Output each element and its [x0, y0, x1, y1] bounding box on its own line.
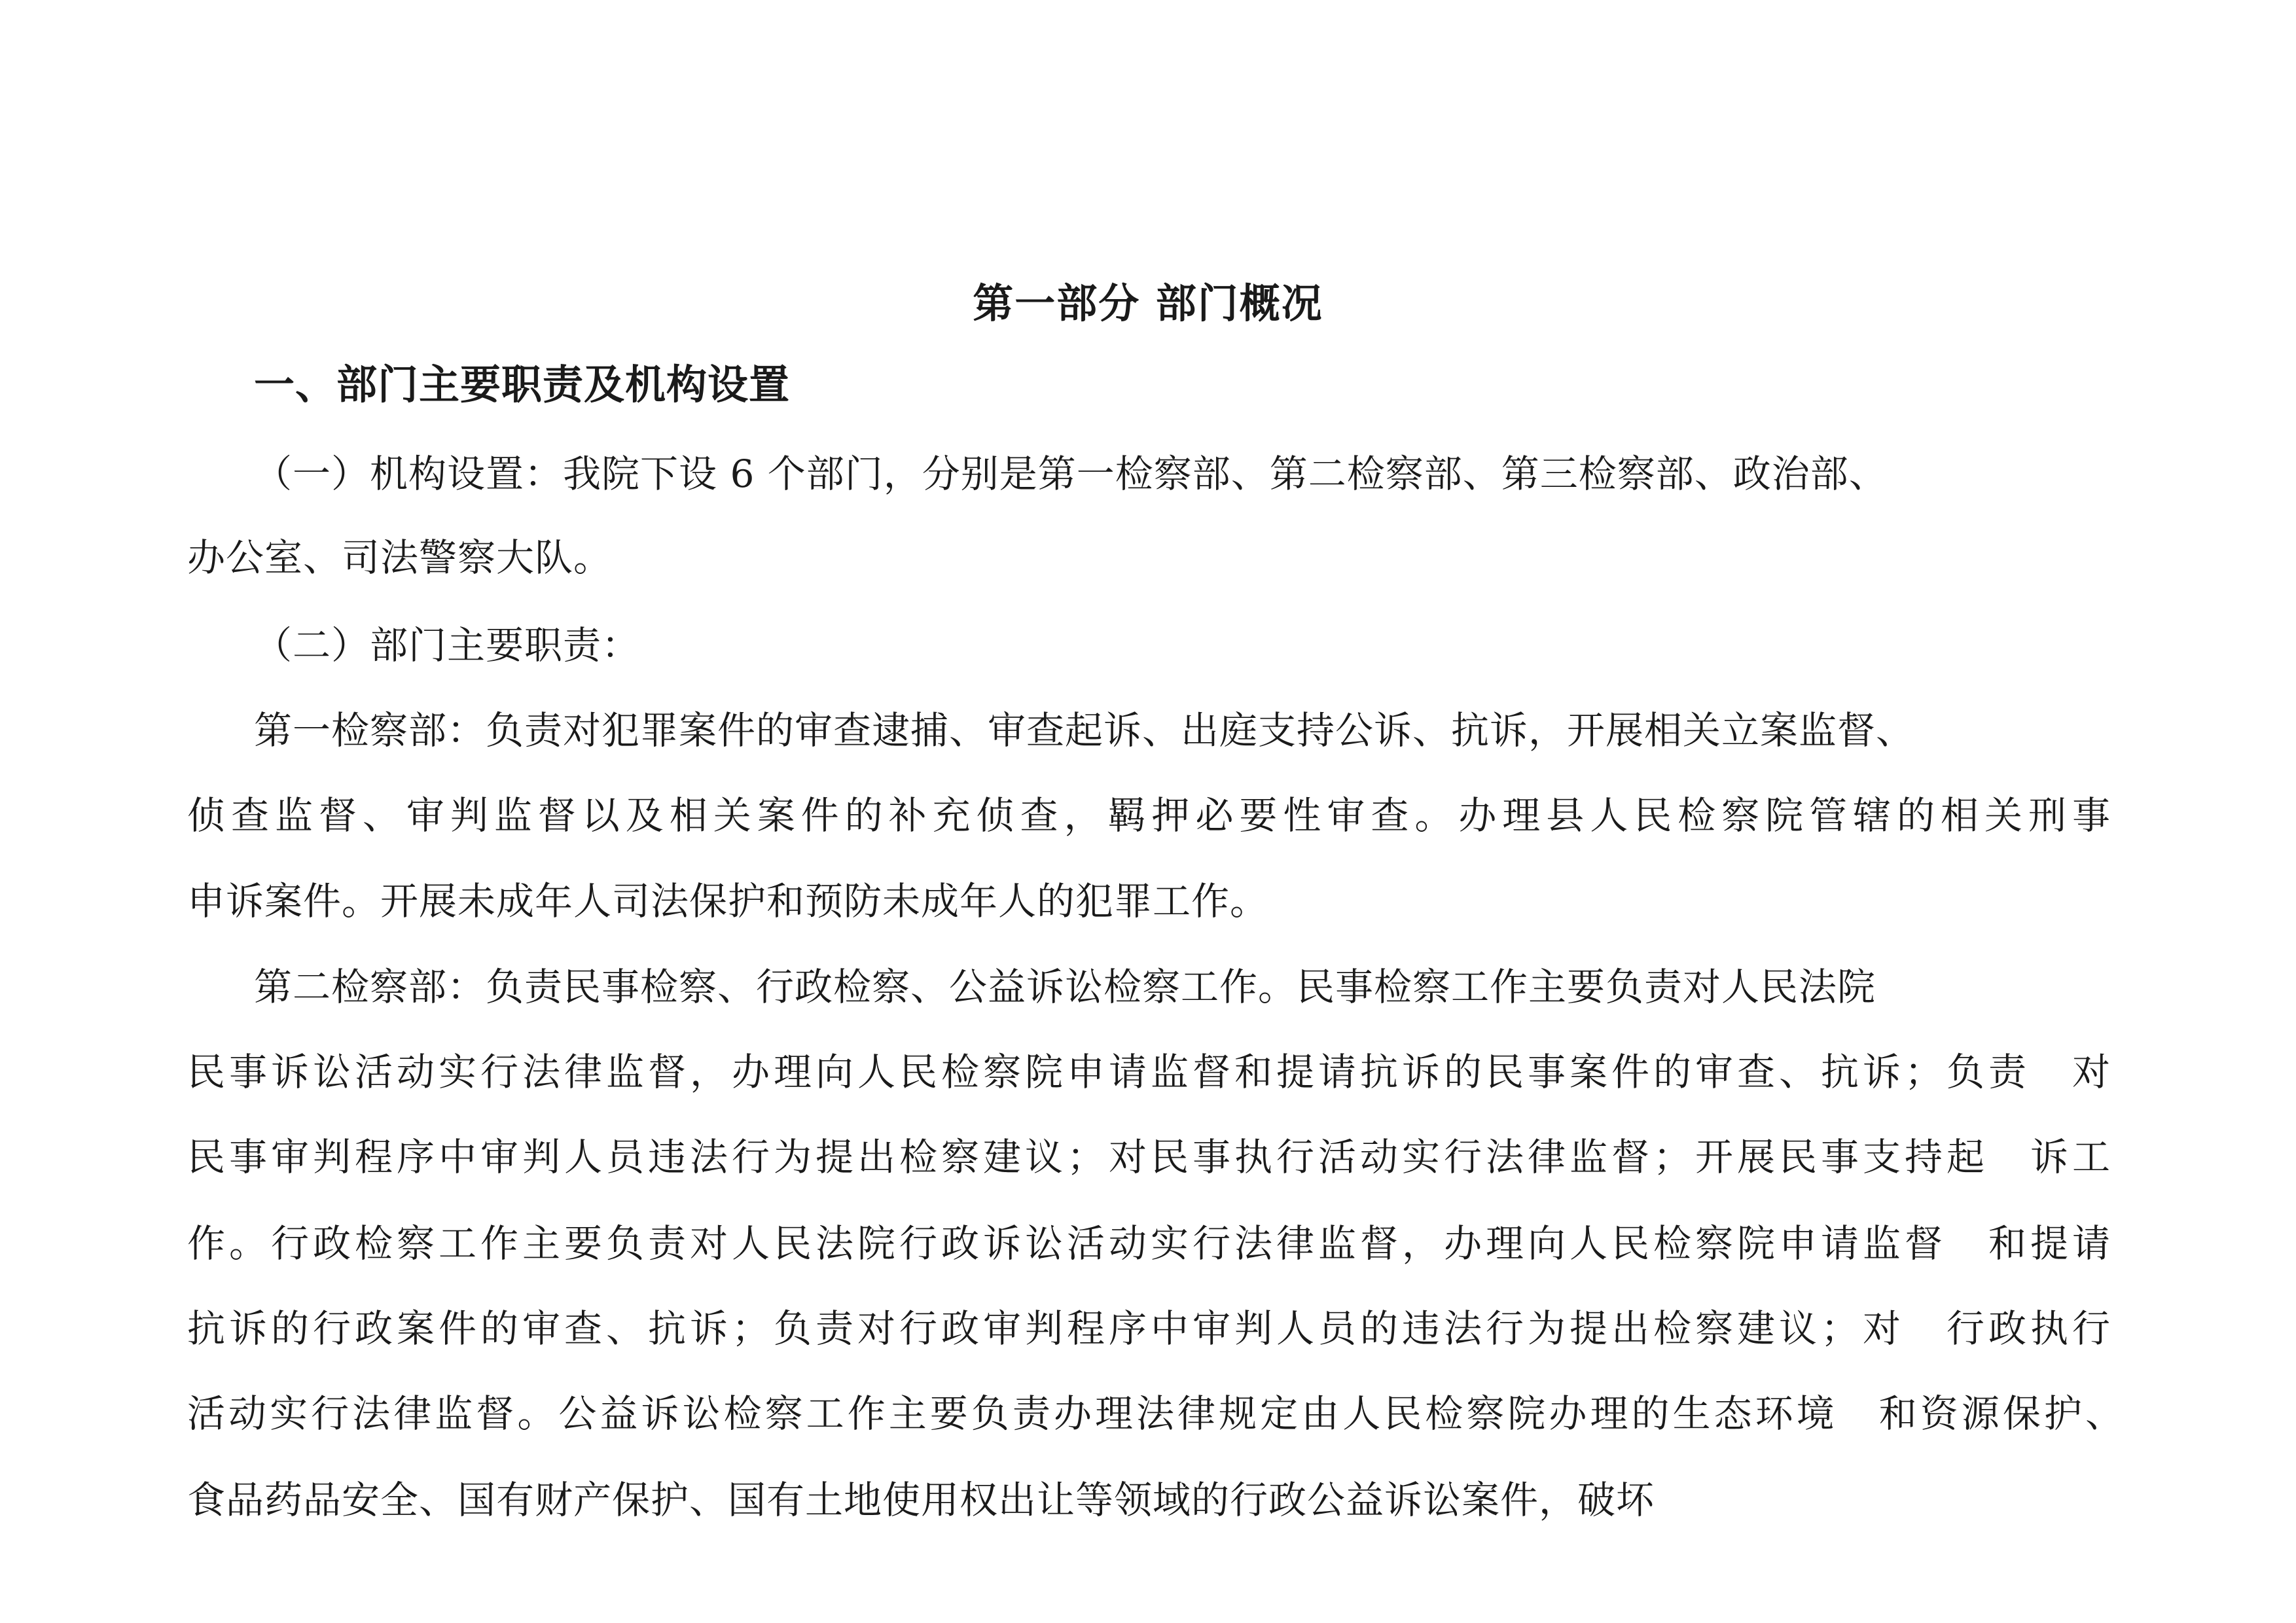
paragraph-line: 第一检察部：负责对犯罪案件的审查逮捕、审查起诉、出庭支持公诉、抗诉，开展相关立案监督、 [254, 708, 1915, 753]
section-heading: 一、部门主要职责及机构设置 [254, 361, 791, 408]
paragraph-line: （二）部门主要职责： [254, 623, 641, 668]
paragraph-line: （一）机构设置：我院下设 6 个部门，分别是第一检察部、第二检察部、第三检察部、政治部、 [254, 452, 1888, 496]
paragraph-line: 民事诉讼活动实行法律监督，办理向人民检察院申请监督和提请抗诉的民事案件的审查、抗诉；负责 对 [187, 1050, 2110, 1094]
paragraph-line: 抗诉的行政案件的审查、抗诉；负责对行政审判程序中审判人员的违法行为提出检察建议；对 行政执行 [187, 1306, 2110, 1351]
paragraph-line: 第二检察部：负责民事检察、行政检察、公益诉讼检察工作。民事检察工作主要负责对人民法院 [254, 965, 1876, 1009]
paragraph-line: 民事审判程序中审判人员违法行为提出检察建议；对民事执行活动实行法律监督；开展民事支持起 诉工 [187, 1135, 2110, 1179]
paragraph-line: 食品药品安全、国有财产保护、国有土地使用权出让等领域的行政公益诉讼案件，破坏 [187, 1478, 1655, 1522]
page-title: 第一部分 部门概况 [973, 279, 1323, 327]
paragraph-line: 活动实行法律监督。公益诉讼检察工作主要负责办理法律规定由人民检察院办理的生态环境 和资源保护、 [187, 1391, 2123, 1436]
paragraph-line: 申诉案件。开展未成年人司法保护和预防未成年人的犯罪工作。 [187, 879, 1269, 923]
paragraph-line: 侦查监督、审判监督以及相关案件的补充侦查，羁押必要性审查。办理县人民检察院管辖的相关刑事 [187, 793, 2110, 838]
paragraph-line: 办公室、司法警察大队。 [187, 535, 613, 580]
paragraph-line: 作。行政检察工作主要负责对人民法院行政诉讼活动实行法律监督，办理向人民检察院申请监督 和提请 [187, 1221, 2110, 1266]
